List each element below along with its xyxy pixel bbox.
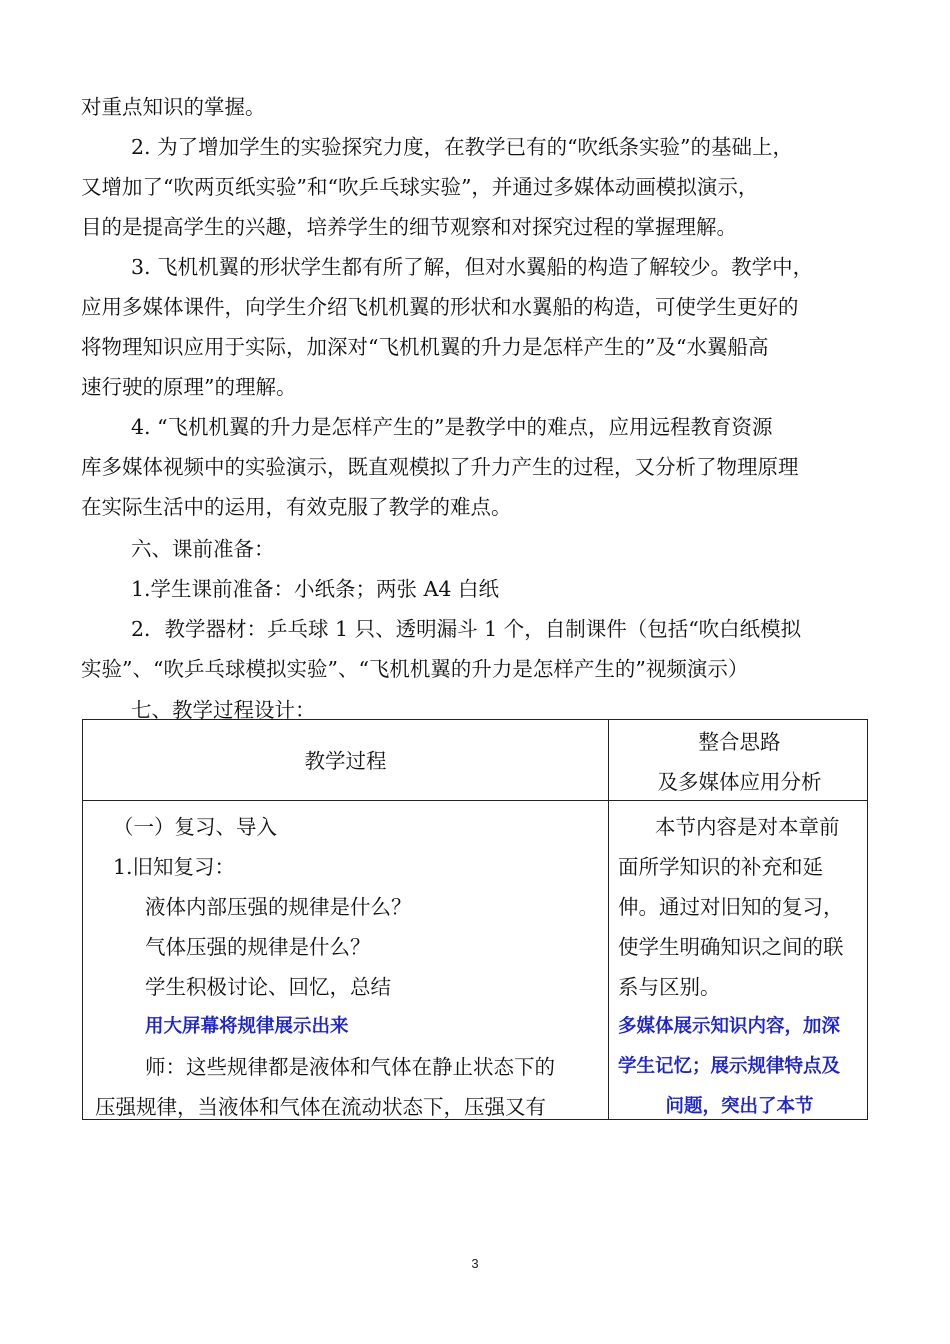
- page-number: 3: [471, 1256, 479, 1271]
- paragraph-line: 2．教学器材：乒乓球 1 只、透明漏斗 1 个，自制课件（包括“吹白纸模拟: [131, 617, 802, 641]
- table-header-process: 教学过程: [304, 749, 387, 773]
- paragraph-line: 3. 飞机机翼的形状学生都有所了解，但对水翼船的构造了解较少。教学中，: [131, 255, 814, 279]
- process-section-title: （一）复习、导入: [113, 815, 277, 839]
- paragraph-line: 目的是提高学生的兴趣，培养学生的细节观察和对探究过程的掌握理解。: [81, 215, 737, 239]
- process-line: 师：这些规律都是液体和气体在静止状态下的: [145, 1055, 555, 1079]
- process-line: 学生积极讨论、回忆，总结: [145, 975, 391, 999]
- teaching-process-table: [82, 719, 868, 1120]
- analysis-line: 本节内容是对本章前: [655, 815, 840, 839]
- paragraph-line: 4. “飞机机翼的升力是怎样产生的”是教学中的难点，应用远程教育资源: [131, 415, 773, 439]
- process-line: 液体内部压强的规律是什么？: [145, 895, 412, 919]
- process-line: 气体压强的规律是什么？: [145, 935, 371, 959]
- paragraph-line: 将物理知识应用于实际，加深对“飞机机翼的升力是怎样产生的”及“水翼船高: [81, 335, 769, 359]
- paragraph-line: 又增加了“吹两页纸实验”和“吹乒乓球实验”，并通过多媒体动画模拟演示，: [81, 175, 759, 199]
- section-heading: 七、教学过程设计：: [131, 698, 316, 722]
- process-line: 1.旧知复习：: [113, 855, 236, 879]
- analysis-line: 系与区别。: [618, 975, 721, 999]
- process-multimedia-note: 用大屏幕将规律展示出来: [145, 1016, 349, 1037]
- paragraph-line: 对重点知识的掌握。: [81, 95, 266, 119]
- analysis-multimedia-note: 学生记忆；展示规律特点及: [618, 1056, 841, 1077]
- analysis-multimedia-note: 问题，突出了本节: [665, 1096, 814, 1117]
- section-heading: 六、课前准备：: [131, 537, 275, 561]
- analysis-line: 面所学知识的补充和延: [618, 855, 823, 879]
- paragraph-line: 1.学生课前准备：小纸条；两张 A4 白纸: [131, 577, 499, 601]
- paragraph-line: 应用多媒体课件，向学生介绍飞机机翼的形状和水翼船的构造，可使学生更好的: [81, 295, 799, 319]
- paragraph-line: 实验”、“吹乒乓球模拟实验”、“飞机机翼的升力是怎样产生的”视频演示）: [81, 657, 749, 681]
- table-header-analysis-2: 及多媒体应用分析: [657, 770, 822, 794]
- analysis-line: 使学生明确知识之间的联: [618, 935, 844, 959]
- paragraph-line: 速行驶的原理”的理解。: [81, 375, 297, 399]
- paragraph-line: 库多媒体视频中的实验演示，既直观模拟了升力产生的过程，又分析了物理原理: [81, 455, 799, 479]
- table-header-analysis-1: 整合思路: [698, 730, 781, 754]
- analysis-line: 伸。通过对旧知的复习，: [618, 895, 844, 919]
- process-line: 压强规律，当液体和气体在流动状态下，压强又有: [95, 1095, 546, 1119]
- paragraph-line: 2. 为了增加学生的实验探究力度，在教学已有的“吹纸条实验”的基础上，: [131, 135, 794, 159]
- analysis-multimedia-note: 多媒体展示知识内容，加深: [618, 1016, 841, 1037]
- paragraph-line: 在实际生活中的运用，有效克服了教学的难点。: [81, 495, 512, 519]
